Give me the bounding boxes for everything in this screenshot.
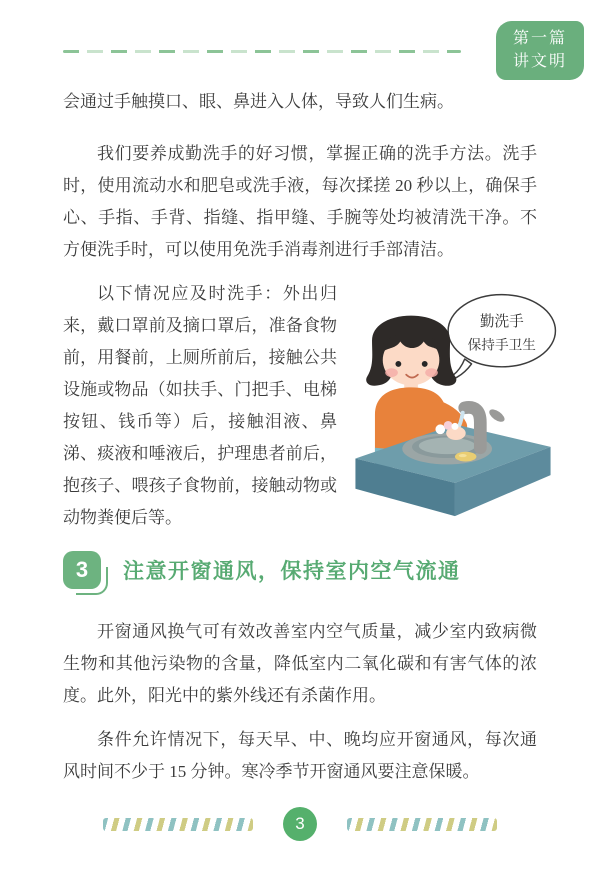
handwashing-illustration-svg [345,280,561,520]
left-blush [385,368,398,377]
leaf-divider-right [347,818,497,831]
paragraph-ventilation-benefits: 开窗通风换气可有效改善室内空气质量，减少室内致病微生物和其他污染物的含量，降低室内二氧化碳和有害气体的浓度。此外，阳光中的紫外线还有杀菌作用。 [63,622,537,705]
speech-bubble [437,295,555,383]
leaf-divider-left [103,818,253,831]
right-blush [425,368,438,377]
top-dashed-divider [63,50,461,53]
soap-highlight [459,454,467,457]
paragraph-handwashing-method: 我们要养成勤洗手的好习惯，掌握正确的洗手方法。洗手时，使用流动水和肥皂或洗手液，每次揉搓 20 秒以上，确保手心、手指、手背、指缝、指甲缝、手腕等处均被清洗干净。不方便洗手时，可以使用免洗手消毒剂进行手部清洁。 [63,144,537,259]
chapter-tab [496,21,584,80]
handwashing-illustration [345,280,561,520]
section-heading [63,548,537,592]
page-footer [0,806,600,842]
section-number-badge: 3 [63,551,101,589]
page-content [63,86,537,800]
left-eye [395,361,401,367]
paragraph-disease-transmission: 会通过手触摸口、眼、鼻进入人体，导致人们生病。 [63,92,454,111]
paragraph-when-to-wash: 以下情况应及时洗手：外出归来，戴口罩前及摘口罩后，准备食物前，用餐前，上厕所前后，接触公共设施或物品（如扶手、门把手、电梯按钮、钱币等）后，接触泪液、鼻涕、痰液和唾液后，护理患者前后，抱孩子、喂孩子食物前，接触动物或动物粪便后等。 [63,284,337,527]
chapter-tab-line1: 第一篇 [512,30,567,47]
speech-bubble-line2: 保持手卫生 [467,337,536,353]
right-eye [422,361,428,367]
paragraph-ventilation-schedule: 条件允许情况下，每天早、中、晚均应开窗通风，每次通风时间不少于 15 分钟。寒冷季节开窗通风要注意保暖。 [63,730,537,781]
page-number: 3 [283,807,317,841]
chapter-tab-line2: 讲文明 [512,53,567,70]
speech-bubble-line1: 勤洗手 [479,313,524,330]
section-title: 注意开窗通风，保持室内空气流通 [123,560,461,583]
